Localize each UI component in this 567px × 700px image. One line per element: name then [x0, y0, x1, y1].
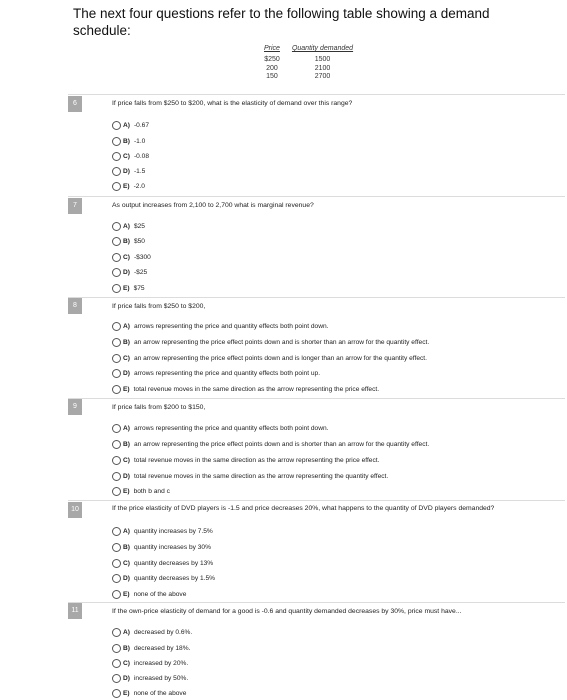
- radio-button[interactable]: [112, 559, 121, 568]
- radio-button[interactable]: [112, 440, 121, 449]
- q8-option-c[interactable]: C) an arrow representing the price effect points down and is longer than an arrow for the quantity effect.: [112, 353, 427, 364]
- radio-button[interactable]: [112, 674, 121, 683]
- radio-button[interactable]: [112, 527, 121, 536]
- question-divider: [68, 398, 565, 399]
- price-cell: 150: [266, 73, 278, 80]
- q7-option-a[interactable]: A) $25: [112, 221, 145, 232]
- radio-button[interactable]: [112, 152, 121, 161]
- radio-button[interactable]: [112, 322, 121, 331]
- q10-option-b[interactable]: B) quantity increases by 30%: [112, 542, 211, 553]
- question-number-badge: 11: [68, 603, 82, 619]
- q11-option-a[interactable]: A) decreased by 0.6%.: [112, 627, 192, 638]
- q10-option-c[interactable]: C) quantity decreases by 13%: [112, 558, 213, 569]
- radio-button[interactable]: [112, 456, 121, 465]
- demand-schedule-table: [258, 44, 359, 82]
- question-divider: [68, 500, 565, 501]
- q9-option-d[interactable]: D) total revenue moves in the same direction as the arrow representing the quantity effect.: [112, 471, 388, 482]
- radio-button[interactable]: [112, 237, 121, 246]
- quantity-cell: 2700: [314, 73, 331, 80]
- q9-option-a[interactable]: A) arrows representing the price and quantity effects both point down.: [112, 423, 328, 434]
- radio-button[interactable]: [112, 284, 121, 293]
- radio-button[interactable]: [112, 338, 121, 347]
- radio-button[interactable]: [112, 268, 121, 277]
- radio-button[interactable]: [112, 628, 121, 637]
- radio-button[interactable]: [112, 472, 121, 481]
- q11-option-e[interactable]: E) none of the above: [112, 688, 186, 699]
- q9-option-c[interactable]: C) total revenue moves in the same direction as the arrow representing the price effect.: [112, 455, 379, 466]
- radio-button[interactable]: [112, 590, 121, 599]
- question-divider: [68, 602, 565, 603]
- q7-option-e[interactable]: E) $75: [112, 283, 145, 294]
- question-8-text: If price falls from $250 to $200,: [112, 303, 206, 310]
- q10-option-e[interactable]: E) none of the above: [112, 589, 186, 600]
- instructions-header: [73, 5, 490, 39]
- radio-button[interactable]: [112, 121, 121, 130]
- q6-option-c[interactable]: C) -0.08: [112, 151, 149, 162]
- question-divider: [68, 94, 565, 95]
- q8-option-e[interactable]: E) total revenue moves in the same direction as the arrow representing the price effect.: [112, 384, 379, 395]
- question-number-badge: 8: [68, 298, 82, 314]
- question-number-badge: 9: [68, 399, 82, 415]
- table-row: [258, 65, 359, 74]
- q11-option-b[interactable]: B) decreased by 18%.: [112, 643, 190, 654]
- q11-option-d[interactable]: D) increased by 50%.: [112, 673, 188, 684]
- radio-button[interactable]: [112, 137, 121, 146]
- q7-option-c[interactable]: C) -$300: [112, 252, 151, 263]
- table-row: [258, 56, 359, 65]
- radio-button[interactable]: [112, 543, 121, 552]
- q6-option-e[interactable]: E) -2.0: [112, 181, 145, 192]
- radio-button[interactable]: [112, 574, 121, 583]
- table-row: [258, 73, 359, 82]
- radio-button[interactable]: [112, 253, 121, 262]
- radio-button[interactable]: [112, 182, 121, 191]
- q7-option-d[interactable]: D) -$25: [112, 267, 147, 278]
- q11-option-c[interactable]: C) increased by 20%.: [112, 658, 188, 669]
- radio-button[interactable]: [112, 369, 121, 378]
- quantity-cell: 2100: [314, 64, 331, 72]
- q6-option-b[interactable]: B) -1.0: [112, 136, 145, 147]
- q10-option-d[interactable]: D) quantity decreases by 1.5%: [112, 573, 215, 584]
- question-number-badge: 7: [68, 198, 82, 214]
- price-column-header: Price: [264, 45, 280, 52]
- radio-button[interactable]: [112, 659, 121, 668]
- question-divider: [68, 196, 565, 197]
- q8-option-d[interactable]: D) arrows representing the price and quantity effects both point up.: [112, 368, 320, 379]
- instructions-line-1: The next four questions refer to the following table showing a demand: [73, 6, 490, 21]
- radio-button[interactable]: [112, 644, 121, 653]
- price-cell: 200: [266, 64, 278, 72]
- question-number-badge: 10: [68, 502, 82, 518]
- question-divider: [68, 297, 565, 298]
- question-9-text: If price falls from $200 to $150,: [112, 404, 206, 411]
- q6-option-a[interactable]: A) -0.67: [112, 120, 149, 131]
- q6-option-d[interactable]: D) -1.5: [112, 166, 145, 177]
- q7-option-b[interactable]: B) $50: [112, 236, 145, 247]
- q9-option-e[interactable]: E) both b and c: [112, 486, 170, 497]
- q10-option-a[interactable]: A) quantity increases by 7.5%: [112, 526, 213, 537]
- instructions-line-2: schedule:: [73, 23, 131, 38]
- radio-button[interactable]: [112, 385, 121, 394]
- question-11-text: If the own-price elasticity of demand for a good is -0.6 and quantity demanded decreases by 30%, price must have...: [112, 608, 462, 615]
- q8-option-a[interactable]: A) arrows representing the price and quantity effects both point down.: [112, 321, 328, 332]
- question-number-badge: 6: [68, 96, 82, 112]
- q9-option-b[interactable]: B) an arrow representing the price effect points down and is shorter than an arrow for the quantity effect.: [112, 439, 429, 450]
- question-6-text: If price falls from $250 to $200, what is the elasticity of demand over this range?: [112, 100, 353, 107]
- quantity-column-header: Quantity demanded: [291, 45, 354, 52]
- radio-button[interactable]: [112, 354, 121, 363]
- question-10-text: If the price elasticity of DVD players is -1.5 and price decreases 20%, what happens to the quantity of DVD players demanded?: [112, 505, 495, 512]
- radio-button[interactable]: [112, 487, 121, 496]
- price-cell: $250: [264, 56, 280, 63]
- question-7-text: As output increases from 2,100 to 2,700 what is marginal revenue?: [112, 202, 314, 209]
- radio-button[interactable]: [112, 167, 121, 176]
- quantity-cell: 1500: [314, 56, 331, 63]
- radio-button[interactable]: [112, 222, 121, 231]
- radio-button[interactable]: [112, 689, 121, 698]
- radio-button[interactable]: [112, 424, 121, 433]
- q8-option-b[interactable]: B) an arrow representing the price effect points down and is shorter than an arrow for the quantity effect.: [112, 337, 429, 348]
